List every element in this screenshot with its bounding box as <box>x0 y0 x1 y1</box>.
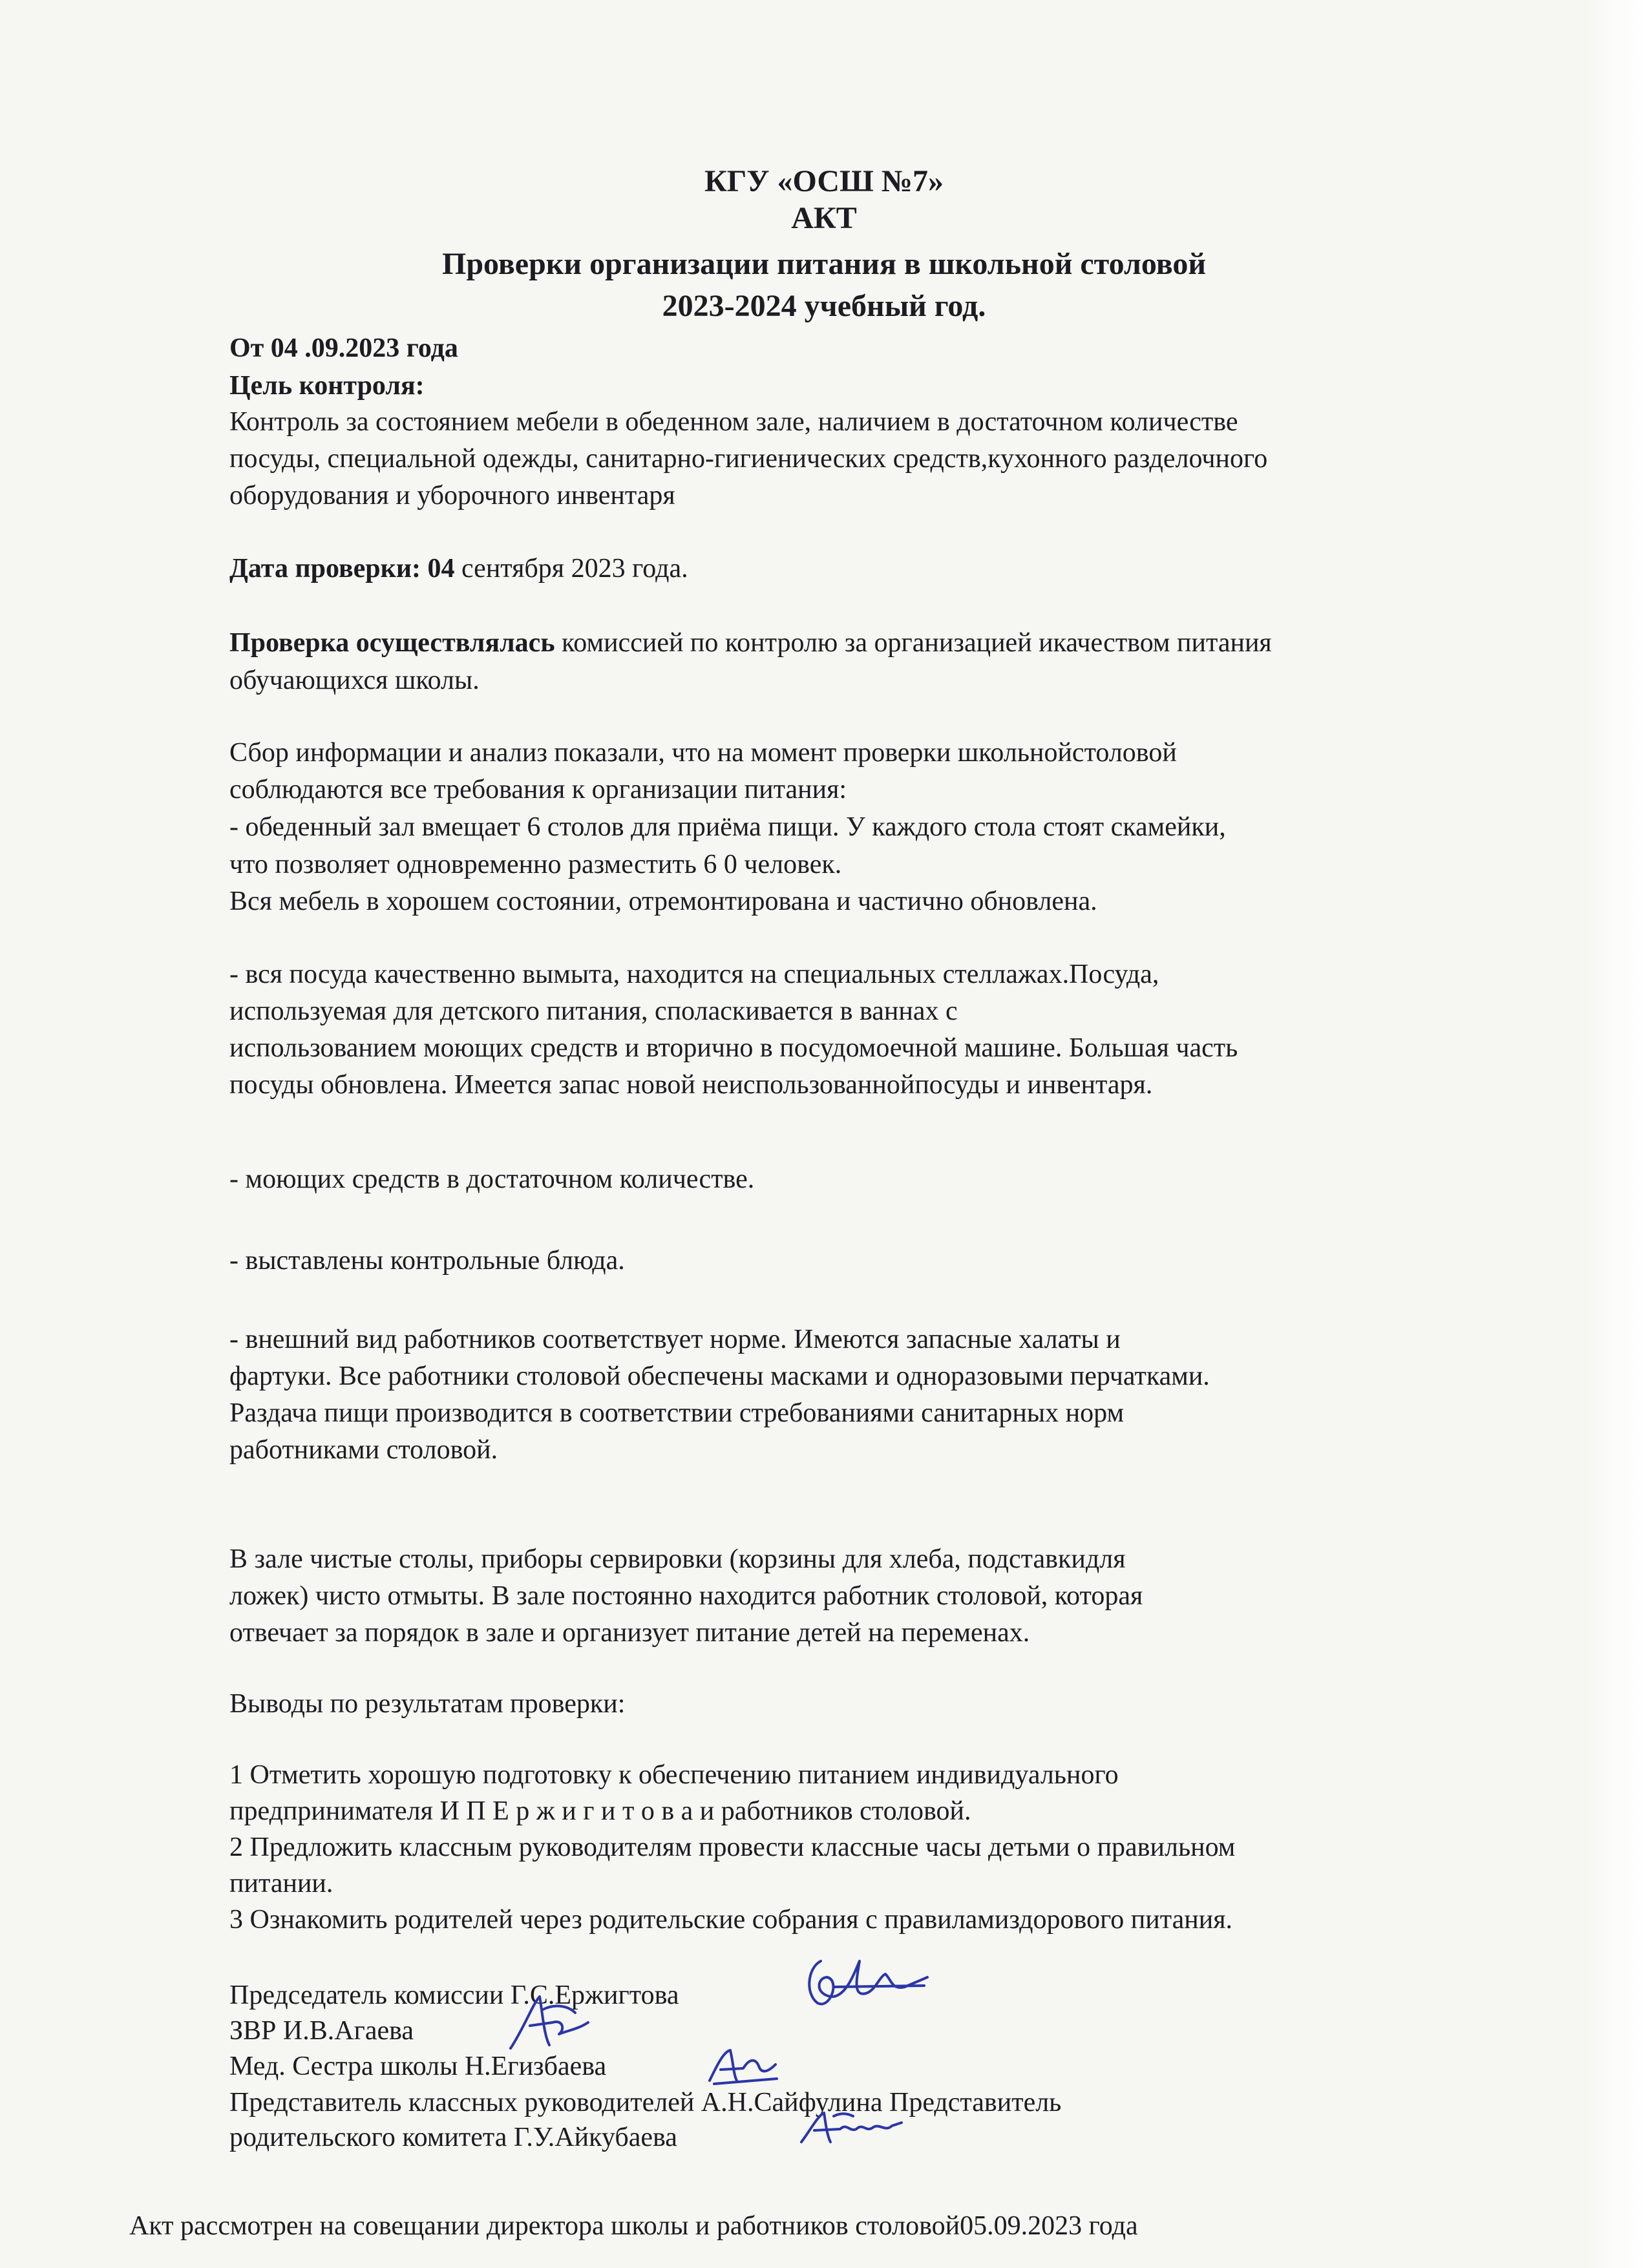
finding-5-line: фартуки. Все работники столовой обеспечены масками и одноразовыми перчатками. <box>229 1361 1210 1391</box>
check-date-value: сентября 2023 года. <box>454 554 688 583</box>
signatory-parents-rep: родительского комитета Г.У.Айкубаева <box>229 2123 677 2152</box>
signature-nurse <box>704 2045 782 2090</box>
doc-type: АКТ <box>791 201 857 235</box>
signatory-nurse: Мед. Сестра школы Н.Егизбаева <box>229 2052 607 2081</box>
org-name: КГУ «ОСШ №7» <box>704 164 944 198</box>
findings-intro-line: соблюдаются все требования к организации питания: <box>229 775 847 804</box>
check-date <box>229 552 688 585</box>
check-by-cont: обучающихся школы. <box>229 666 480 695</box>
finding-2-line: - вся посуда качественно вымыта, находится на специальных стеллажах.Посуда, <box>229 960 1159 989</box>
check-by-label: Проверка осуществлялась <box>229 628 555 658</box>
check-date-label: Дата проверки: 04 <box>229 554 455 583</box>
conclusion-line: предпринимателя И П Е р ж и г и т о в а и работников столовой. <box>229 1796 971 1826</box>
finding-5-line: работниками столовой. <box>229 1435 498 1465</box>
finding-2-line: посуды обновлена. Имеется запас новой неиспользованнойпосуды и инвентаря. <box>229 1070 1153 1100</box>
conclusion-line: 3 Ознакомить родителей через родительские собрания с правиламиздорового питания. <box>229 1905 1233 1935</box>
signatory-teachers-rep: Представитель классных руководителей А.Н.Сайфулина Представитель <box>229 2088 1062 2117</box>
signature-chair <box>795 1942 931 2019</box>
hall-line: ложек) чисто отмыты. В зале постоянно находится работник столовой, которая <box>229 1581 1143 1611</box>
finding-2-line: использованием моющих средств и вторично в посудомоечной машине. Большая часть <box>229 1033 1238 1063</box>
signatory-chair: Председатель комиссии Г.С.Ержигтова <box>229 1980 679 2010</box>
conclusion-line: 1 Отметить хорошую подготовку к обеспечению питанием индивидуального <box>229 1760 1119 1790</box>
finding-5-line: Раздача пищи производится в соответствии стребованиями санитарных норм <box>229 1398 1125 1428</box>
finding-5-line: - внешний вид работников соответствует норме. Имеются запасные халаты и <box>229 1325 1121 1354</box>
check-by <box>229 627 1272 659</box>
finding-1-line: Вся мебель в хорошем состоянии, отремонтирована и частично обновлена. <box>229 887 1097 916</box>
school-year: 2023-2024 учебный год. <box>662 289 986 323</box>
scan-edge <box>1587 0 1648 2268</box>
signatory-deputy: ЗВР И.В.Агаева <box>229 2016 414 2046</box>
signature-parents-rep <box>795 2103 905 2155</box>
conclusions-heading: Выводы по результатам проверки: <box>229 1689 626 1719</box>
act-date: От 04 .09.2023 года <box>229 333 458 363</box>
hall-line: В зале чистые столы, приборы сервировки (корзины для хлеба, подставкидля <box>229 1544 1126 1574</box>
check-by-text: комиссией по контролю за организацией икачеством питания <box>555 628 1272 658</box>
findings-intro-line: Сбор информации и анализ показали, что на момент проверки школьнойстоловой <box>229 738 1177 768</box>
finding-3: - моющих средств в достаточном количестве. <box>229 1164 755 1194</box>
hall-line: отвечает за порядок в зале и организует питание детей на переменах. <box>229 1618 1030 1648</box>
finding-1-line: - обеденный зал вмещает 6 столов для приёма пищи. У каждого стола стоят скамейки, <box>229 812 1226 842</box>
conclusion-line: питании. <box>229 1869 333 1898</box>
goal-label: Цель контроля: <box>229 371 425 401</box>
footer-note: Акт рассмотрен на совещании директора школы и работников столовой05.09.2023 года <box>129 2211 1138 2241</box>
finding-4: - выставлены контрольные блюда. <box>229 1246 625 1276</box>
finding-2-line: используемая для детского питания, споласкивается в ваннах с <box>229 996 958 1026</box>
finding-1-line: что позволяет одновременно разместить 6 0 человек. <box>229 850 842 879</box>
goal-text-line: оборудования и уборочного инвентаря <box>229 481 675 510</box>
goal-text-line: Контроль за состоянием мебели в обеденном зале, наличием в достаточном количестве <box>229 407 1238 437</box>
goal-text-line: посуды, специальной одежды, санитарно-гигиенических средств,кухонного разделочного <box>229 444 1268 474</box>
conclusion-line: 2 Предложить классным руководителям провести классные часы детьми о правильном <box>229 1832 1236 1862</box>
signature-deputy <box>504 1990 595 2061</box>
doc-title: Проверки организации питания в школьной столовой <box>442 247 1206 281</box>
